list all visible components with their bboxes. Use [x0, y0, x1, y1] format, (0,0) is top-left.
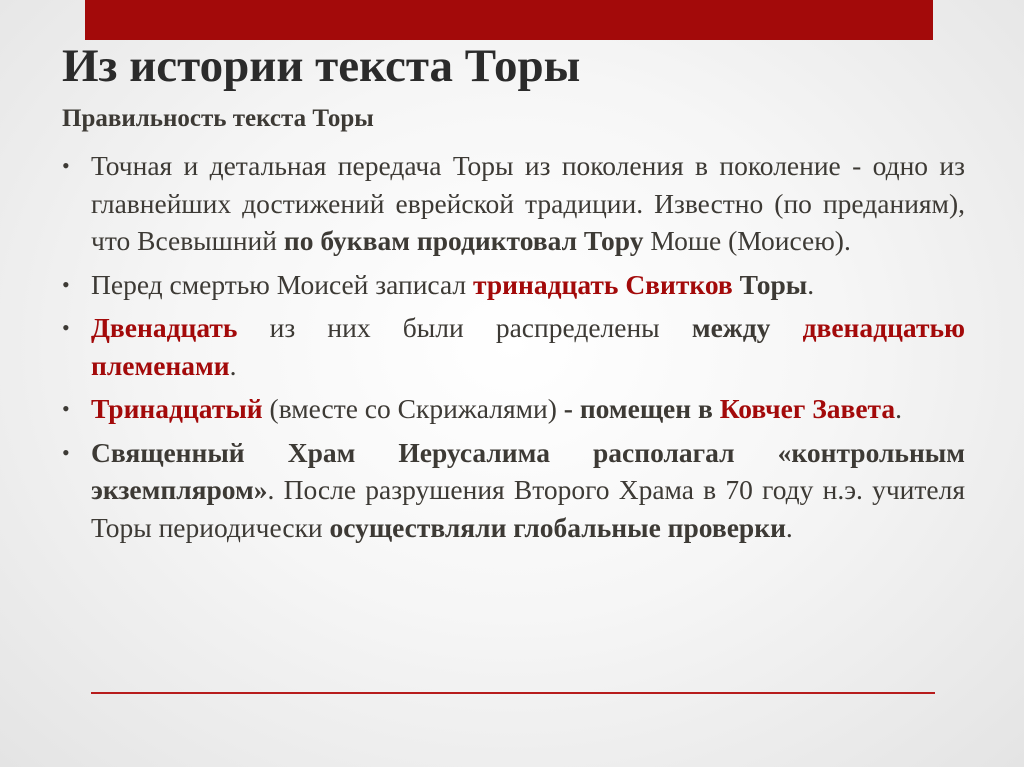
bullet-text: .	[895, 393, 903, 424]
bullet-highlight-text: Ковчег Завета	[719, 393, 896, 424]
bullet-text: (вместе со Скрижалями)	[262, 393, 564, 424]
bullet-bold-text: - помещен в	[563, 393, 713, 424]
bullet-text: Точная и детальная передача Торы из поколения в поколение - одно из главнейших достижений еврейской традиции. Известно (по преданиям), что Всевышний	[91, 150, 965, 256]
bullet-item	[62, 309, 965, 384]
bullet-highlight-text: Двенадцать	[91, 312, 238, 343]
bullet-bold-text: по буквам продиктовал Тору	[283, 225, 644, 256]
bullet-text	[733, 269, 740, 300]
bullet-bold-text: Священный Храм Иерусалима располагал «контрольным экземпляром»	[91, 436, 965, 505]
bullet-dot: •	[62, 396, 70, 421]
bullet-bold-text: осуществляли глобальные проверки	[329, 511, 786, 543]
bullet-dot: •	[62, 315, 70, 340]
bullet-text: Перед смертью Моисей записал	[91, 268, 474, 300]
bullet-item	[62, 390, 965, 428]
bullet-text: из них были распределены	[237, 312, 692, 343]
bullet-text: Моше (Моисею).	[643, 225, 851, 256]
underline-rule	[91, 692, 935, 694]
slide-title: Из истории текста Торы	[62, 40, 581, 92]
bullet-text: .	[807, 268, 815, 300]
bullet-dot: •	[62, 153, 70, 178]
bullet-highlight-text: тринадцать Свитков	[473, 268, 733, 300]
bullet-text	[770, 312, 802, 343]
bullet-highlight-text: Тринадцатый	[91, 393, 263, 424]
bullet-text	[713, 393, 720, 424]
bullet-bold-text: между	[691, 312, 771, 343]
bullet-item	[62, 434, 965, 547]
bullet-text: . После разрушения Второго Храма в 70 году н.э. учителя Торы периодически	[91, 474, 965, 543]
bullet-bold-text: Торы	[739, 268, 808, 300]
slide-subtitle: Правильность текста Торы	[62, 105, 374, 132]
bullet-highlight-text: двенадцатью племенами	[91, 312, 966, 381]
bullet-dot: •	[62, 271, 70, 297]
bullet-dot: •	[62, 439, 70, 465]
bullet-text: .	[229, 349, 237, 381]
bullet-list	[62, 147, 965, 552]
bullet-text: .	[785, 511, 793, 543]
bullet-item	[62, 147, 965, 260]
bullet-item	[62, 266, 965, 304]
